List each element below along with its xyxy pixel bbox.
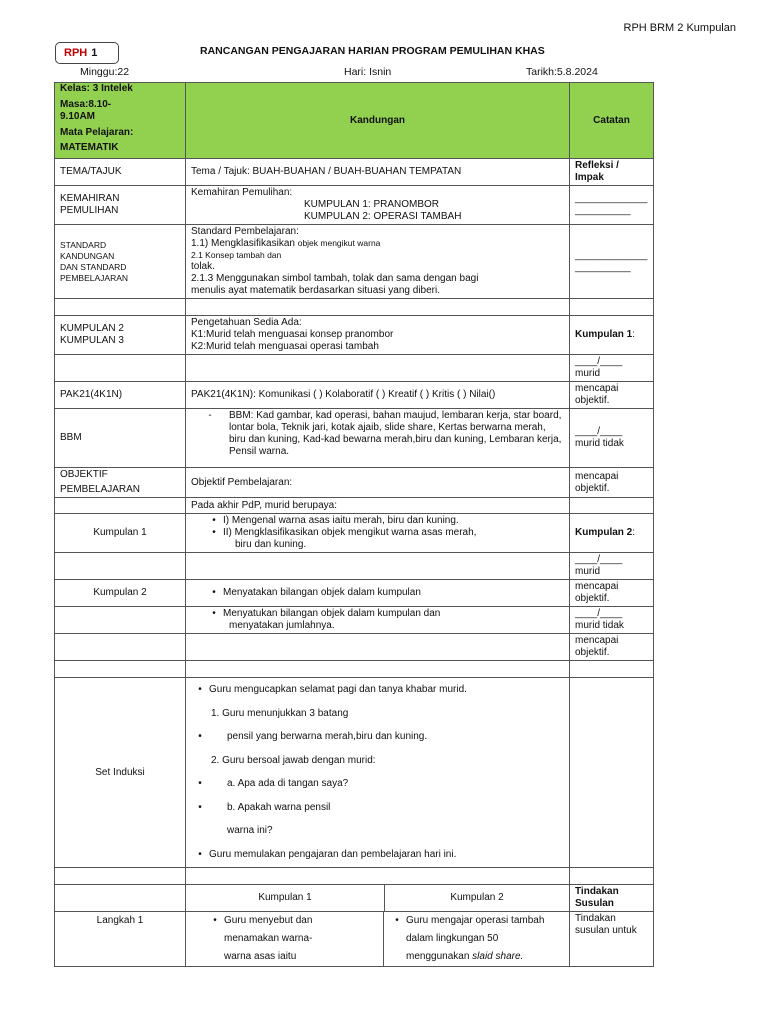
steps-header-split	[186, 885, 569, 911]
table-row	[55, 186, 654, 225]
list-item: • Guru memulakan pengajaran dan pembelajaran hari ini.	[191, 843, 564, 867]
follow-up-line-1: Tindakan	[575, 913, 616, 924]
objective-label: objektif.	[575, 482, 610, 494]
objective-label: objektif.	[575, 593, 610, 604]
rph-number: 1	[91, 47, 98, 59]
remedial-skill-label-2: PEMULIHAN	[60, 205, 119, 216]
step-1-group-1	[186, 912, 384, 966]
table-row	[55, 678, 654, 868]
theme-value: Tema / Tajuk: BUAH-BUAHAN / BUAH-BUAHAN TEMPATAN	[186, 159, 570, 186]
table-header-row	[55, 83, 654, 159]
step-1-split	[186, 912, 569, 966]
subject-label: Mata Pelajaran:	[60, 127, 134, 138]
standard-item-2-cont: tolak.	[191, 261, 215, 272]
induction-label: Set Induksi	[55, 678, 186, 868]
table-row	[55, 316, 654, 355]
standard-item-1	[191, 238, 564, 250]
list-item: • b. Apakah warna pensil	[191, 796, 564, 820]
list-item: • a. Apa ada di tangan saya?	[191, 772, 564, 796]
note-blank-line: __________	[575, 261, 631, 273]
step-line	[388, 948, 569, 966]
dash-marker: -	[208, 410, 212, 421]
subject-value: MATEMATIK	[60, 142, 119, 153]
table-row	[55, 355, 654, 382]
reflection-label	[570, 159, 654, 186]
time-label-1: Masa:8.10-	[60, 99, 112, 110]
step-1-content	[186, 912, 570, 967]
steps-group-2-header: Kumpulan 2	[450, 892, 504, 903]
objective-label-1: OBJEKTIF	[60, 469, 108, 480]
group-2-note-label: Kumpulan 2	[575, 527, 633, 538]
list-item: • Menyatakan bilangan objek dalam kumpulan	[212, 587, 421, 598]
pak21-note	[570, 382, 654, 409]
not-achieved-label: murid tidak	[575, 438, 624, 449]
list-item: • Menyatukan bilangan objek dalam kumpulan dan	[212, 608, 441, 619]
murid-count-2	[570, 553, 654, 580]
lesson-plan-table	[54, 82, 654, 967]
standard-value	[186, 225, 570, 299]
remedial-skill-label	[55, 186, 186, 225]
induction-line: pensil yang berwarna merah,biru dan kuning.	[227, 731, 428, 742]
reflection-line-2: Impak	[575, 172, 604, 183]
table-row	[55, 409, 654, 468]
achieve-label: mencapai	[575, 383, 619, 394]
group-2-objective-note	[570, 580, 654, 607]
end-of-lesson-text: Pada akhir PdP, murid berupaya:	[186, 498, 570, 514]
reflection-line-1: Refleksi /	[575, 160, 619, 171]
group-2-objective-b-note	[570, 607, 654, 634]
prior-knowledge-label	[55, 316, 186, 355]
prior-knowledge-k2: K2:Murid telah menguasai operasi tambah	[191, 341, 379, 352]
list-item: • Guru mengajar operasi tambah	[388, 912, 569, 930]
table-row	[55, 382, 654, 409]
induction-line: b. Apakah warna pensil	[227, 801, 331, 813]
murid-count-1	[570, 355, 654, 382]
prior-knowledge-value	[186, 316, 570, 355]
step-line: dalam lingkungan 50	[406, 933, 499, 944]
group-1-note	[570, 316, 654, 355]
standard-item-3: 2.1.3 Menggunakan simbol tambah, tolak dan sama dengan bagi	[191, 273, 479, 284]
follow-up-line-2: susulan untuk	[575, 925, 637, 936]
steps-group-headers	[186, 885, 570, 912]
prior-knowledge-title: Pengetahuan Sedia Ada:	[191, 317, 302, 328]
date-label: Tarikh:5.8.2024	[526, 66, 598, 78]
table-row	[55, 580, 654, 607]
group-1-note-label: Kumpulan 1	[575, 329, 633, 340]
achieve-label: mencapai	[575, 470, 619, 482]
objective-item-b: Menyatukan bilangan objek dalam kumpulan dan	[223, 608, 441, 619]
remedial-skill-label-1: KEMAHIRAN	[60, 193, 120, 204]
note-blank-line: __________	[575, 205, 631, 216]
note-blank-line: _____________	[575, 193, 648, 204]
note-blank-fraction: ____/____	[575, 554, 623, 565]
prior-knowledge-label-1: KUMPULAN 2	[60, 323, 124, 334]
table-row	[55, 468, 654, 498]
objective-item-ii-cont: biru dan kuning.	[235, 539, 307, 550]
step-text: menggunakan	[406, 951, 470, 962]
bbm-label: BBM	[55, 409, 186, 468]
table-row	[55, 514, 654, 553]
objective-item-i: I) Mengenal warna asas iaitu merah, biru dan kuning.	[223, 515, 459, 526]
list-item: • I) Mengenal warna asas iaitu merah, biru dan kuning.	[212, 515, 459, 526]
standard-label-3: DAN STANDARD	[60, 261, 127, 272]
induction-line: warna ini?	[227, 825, 273, 836]
not-achieved-label: murid tidak	[575, 620, 624, 631]
standard-label	[55, 225, 186, 299]
group-2-objective-label: Kumpulan 2	[55, 580, 186, 607]
induction-line: Guru mengucapkan selamat pagi dan tanya khabar murid.	[209, 684, 467, 695]
steps-group-1-header: Kumpulan 1	[186, 885, 385, 911]
objective-note	[570, 468, 654, 498]
steps-header-row	[55, 885, 654, 912]
group-1-objectives	[186, 514, 570, 553]
follow-up-header-1: Tindakan	[575, 886, 619, 897]
objective-label: objektif.	[575, 647, 610, 658]
objective-item-ii: II) Mengklasifikasikan objek mengikut warna asas merah,	[223, 527, 477, 538]
objective-label: objektif.	[575, 395, 610, 406]
step-1-group-2	[384, 912, 569, 966]
note-blank-fraction: ____/____	[575, 356, 623, 367]
achieve-label: mencapai	[575, 635, 619, 646]
step-line: Guru mengajar operasi tambah	[406, 915, 545, 926]
step-line: menamakan warna-	[224, 933, 313, 944]
bbm-value: BBM: Kad gambar, kad operasi, bahan maujud, lembaran kerja, star board, lontar bola, Teknik jari, kotak ajaib, slide share, Kertas berwarna merah, biru dan kuning, Kad-kad bewarna merah,biru dan kuning, Lembaran kerja, Pensil warna.	[229, 410, 562, 457]
note-blank-line: _____________	[575, 249, 648, 261]
achieve-label: mencapai	[575, 581, 619, 592]
pak21-value: PAK21(4K1N): Komunikasi ( ) Kolaboratif ( ) Kreatif ( ) Kritis ( ) Nilai()	[186, 382, 570, 409]
remedial-skill-group-1: KUMPULAN 1: PRANOMBOR	[304, 199, 440, 210]
standard-item-2: 2.1 Konsep tambah dan	[191, 250, 282, 260]
class-info-cell	[55, 83, 186, 159]
table-row	[55, 912, 654, 967]
bbm-value-cell	[186, 409, 570, 468]
standard-label-4: PEMBELAJARAN	[60, 272, 129, 283]
objective-label-2: PEMBELAJARAN	[60, 484, 141, 495]
empty-row	[55, 661, 654, 678]
induction-line: Guru memulakan pengajaran dan pembelajaran hari ini.	[209, 848, 457, 860]
induction-line: a. Apa ada di tangan saya?	[227, 778, 349, 789]
remedial-skill-note	[570, 186, 654, 225]
pak21-label: PAK21(4K1N)	[55, 382, 186, 409]
note-blank-fraction: ____/____	[575, 426, 623, 437]
prior-knowledge-k1: K1:Murid telah menguasai konsep pranombor	[191, 329, 394, 340]
step-line: warna asas iaitu	[224, 951, 297, 962]
prior-knowledge-label-2: KUMPULAN 3	[60, 335, 124, 346]
bbm-note	[570, 409, 654, 468]
objective-item-b-cont: menyatakan jumlahnya.	[229, 620, 335, 631]
standard-note	[570, 225, 654, 299]
induction-line: 1. Guru menunjukkan 3 batang	[211, 707, 349, 719]
standard-title: Standard Pembelajaran:	[191, 226, 299, 237]
achieve-note	[570, 634, 654, 661]
group-1-objective-label: Kumpulan 1	[55, 514, 186, 553]
empty-row	[55, 299, 654, 316]
table-row	[55, 553, 654, 580]
notes-header: Catatan	[570, 83, 654, 159]
list-item: • pensil yang berwarna merah,biru dan kuning.	[191, 725, 564, 749]
empty-row	[55, 868, 654, 885]
theme-label: TEMA/TAJUK	[55, 159, 186, 186]
step-line: Guru menyebut dan	[224, 915, 313, 926]
objective-label	[55, 468, 186, 498]
rph-badge	[55, 42, 119, 64]
group-1-note-colon: :	[632, 329, 636, 340]
objective-item-a: Menyatakan bilangan objek dalam kumpulan	[223, 587, 421, 598]
list-item: • Guru menyebut dan	[206, 912, 383, 930]
step-text-italic: slaid share.	[472, 951, 524, 962]
table-row	[55, 498, 654, 514]
remedial-skill-group-2: KUMPULAN 2: OPERASI TAMBAH	[304, 211, 462, 222]
standard-label-1: STANDARD	[60, 239, 107, 250]
standard-item-3-cont: menulis ayat matematik berdasarkan situasi yang diberi.	[191, 285, 441, 296]
group-2-objective-b	[186, 607, 570, 634]
standard-item-1-small: objek mengikut warna	[297, 238, 381, 248]
standard-label-2: KANDUNGAN	[60, 250, 115, 261]
follow-up-header-2: Susulan	[575, 898, 614, 909]
group-2-objective-a	[186, 580, 570, 607]
table-row	[55, 159, 654, 186]
remedial-skill-title: Kemahiran Pemulihan:	[191, 187, 293, 198]
murid-label: murid	[575, 566, 601, 577]
list-item: • Guru mengucapkan selamat pagi dan tanya khabar murid.	[191, 678, 564, 702]
list-item: • II) Mengklasifikasikan objek mengikut warna asas merah,	[212, 527, 477, 538]
follow-up-header	[570, 885, 654, 912]
remedial-skill-value	[186, 186, 570, 225]
time-label-2: 9.10AM	[60, 111, 96, 122]
rph-label: RPH	[64, 47, 88, 59]
follow-up-note	[570, 912, 654, 967]
group-2-note	[570, 514, 654, 553]
induction-line: 2. Guru bersoal jawab dengan murid:	[211, 754, 376, 766]
table-row	[55, 607, 654, 634]
day-label: Hari: Isnin	[344, 66, 392, 78]
class-label: Kelas: 3 Intelek	[60, 83, 133, 94]
standard-item-1-main: 1.1) Mengklasifikasikan	[191, 238, 295, 249]
week-label: Minggu:22	[80, 66, 130, 78]
bbm-item	[191, 410, 564, 458]
murid-label: murid	[575, 368, 601, 379]
content-header: Kandungan	[186, 83, 570, 159]
table-row	[55, 634, 654, 661]
note-blank-fraction: ____/____	[575, 608, 623, 619]
document-header-label: RPH BRM 2 Kumpulan	[623, 22, 736, 34]
step-1-label: Langkah 1	[55, 912, 186, 967]
induction-content	[186, 678, 570, 868]
document-title: RANCANGAN PENGAJARAN HARIAN PROGRAM PEMULIHAN KHAS	[200, 45, 545, 57]
table-row	[55, 225, 654, 299]
group-2-note-colon: :	[632, 527, 636, 538]
objective-value: Objektif Pembelajaran:	[186, 468, 570, 498]
